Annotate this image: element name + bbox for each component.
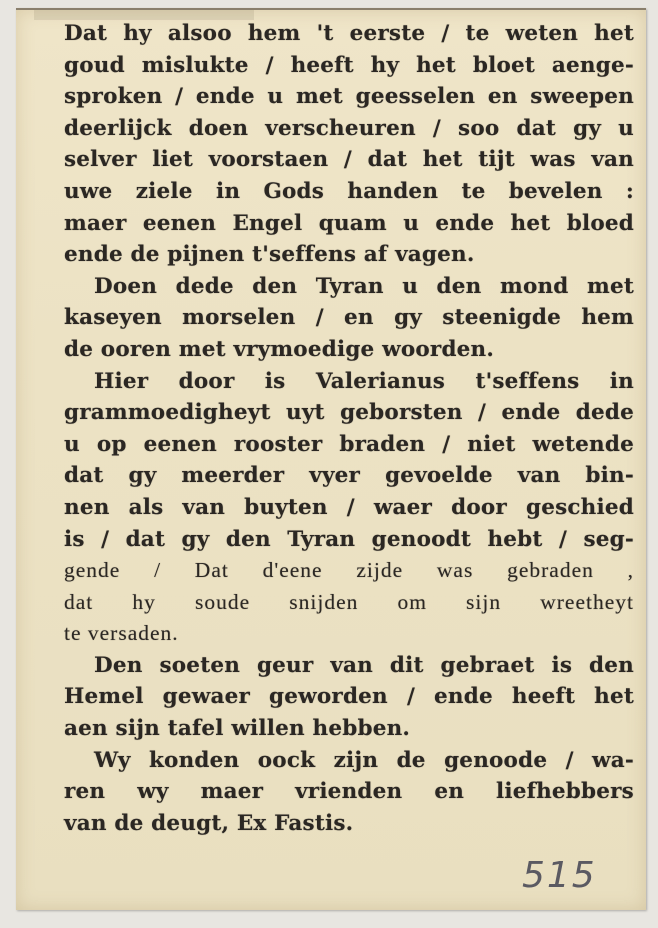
text-line: ren wy maer vrienden en liefhebbers <box>64 779 634 805</box>
text-line: dat gy meerder vyer gevoelde van bin- <box>64 463 634 489</box>
text-line: goud mislukte / heeft hy het bloet aenge- <box>64 52 634 78</box>
text-line: Hier door is Valerianus t'seffens in <box>94 368 634 394</box>
text-line: gende / Dat d'eene zijde was gebraden , <box>64 558 634 583</box>
text-line: Wy konden oock zijn de genoode / wa- <box>94 747 634 773</box>
text-line: te versaden. <box>64 621 179 646</box>
handwritten-page-number: 515 <box>522 855 597 896</box>
text-line: ende de pijnen t'seffens af vagen. <box>64 242 475 268</box>
text-line: nen als van buyten / waer door geschied <box>64 494 634 520</box>
text-line: is / dat gy den Tyran genoodt hebt / seg- <box>64 526 634 552</box>
paragraph-5 <box>64 745 634 840</box>
text-body <box>64 18 634 839</box>
text-line: van de deugt, Ex Fastis. <box>64 810 354 836</box>
text-line: Hemel gewaer geworden / ende heeft het <box>64 684 634 710</box>
paragraph-3 <box>64 366 634 650</box>
text-line: deerlijck doen verscheuren / soo dat gy u <box>64 115 634 141</box>
text-line: maer eenen Engel quam u ende het bloed <box>64 210 634 236</box>
text-line: Dat hy alsoo hem 't eerste / te weten het <box>64 21 634 46</box>
text-line: grammoedigheyt uyt geborsten / ende dede <box>64 400 634 426</box>
text-line: selver liet voorstaen / dat het tijt was van <box>64 147 634 173</box>
text-line: u op eenen rooster braden / niet wetende <box>64 431 634 457</box>
text-line: uwe ziele in Gods handen te bevelen : <box>64 178 634 204</box>
text-line: de ooren met vrymoedige woorden. <box>64 336 495 362</box>
text-line: sproken / ende u met geesselen en sweepen <box>64 84 634 110</box>
paragraph-4 <box>64 650 634 745</box>
text-line: dat hy soude snijden om sijn wreetheyt <box>64 589 634 614</box>
paper-page <box>16 8 646 910</box>
paragraph-1 <box>64 18 634 271</box>
text-line: Doen dede den Tyran u den mond met <box>94 273 634 299</box>
paragraph-2 <box>64 271 634 366</box>
text-line: kaseyen morselen / en gy steenigde hem <box>64 305 634 331</box>
text-line: Den soeten geur van dit gebraet is den <box>94 652 634 678</box>
text-line: aen sijn tafel willen hebben. <box>64 716 411 742</box>
